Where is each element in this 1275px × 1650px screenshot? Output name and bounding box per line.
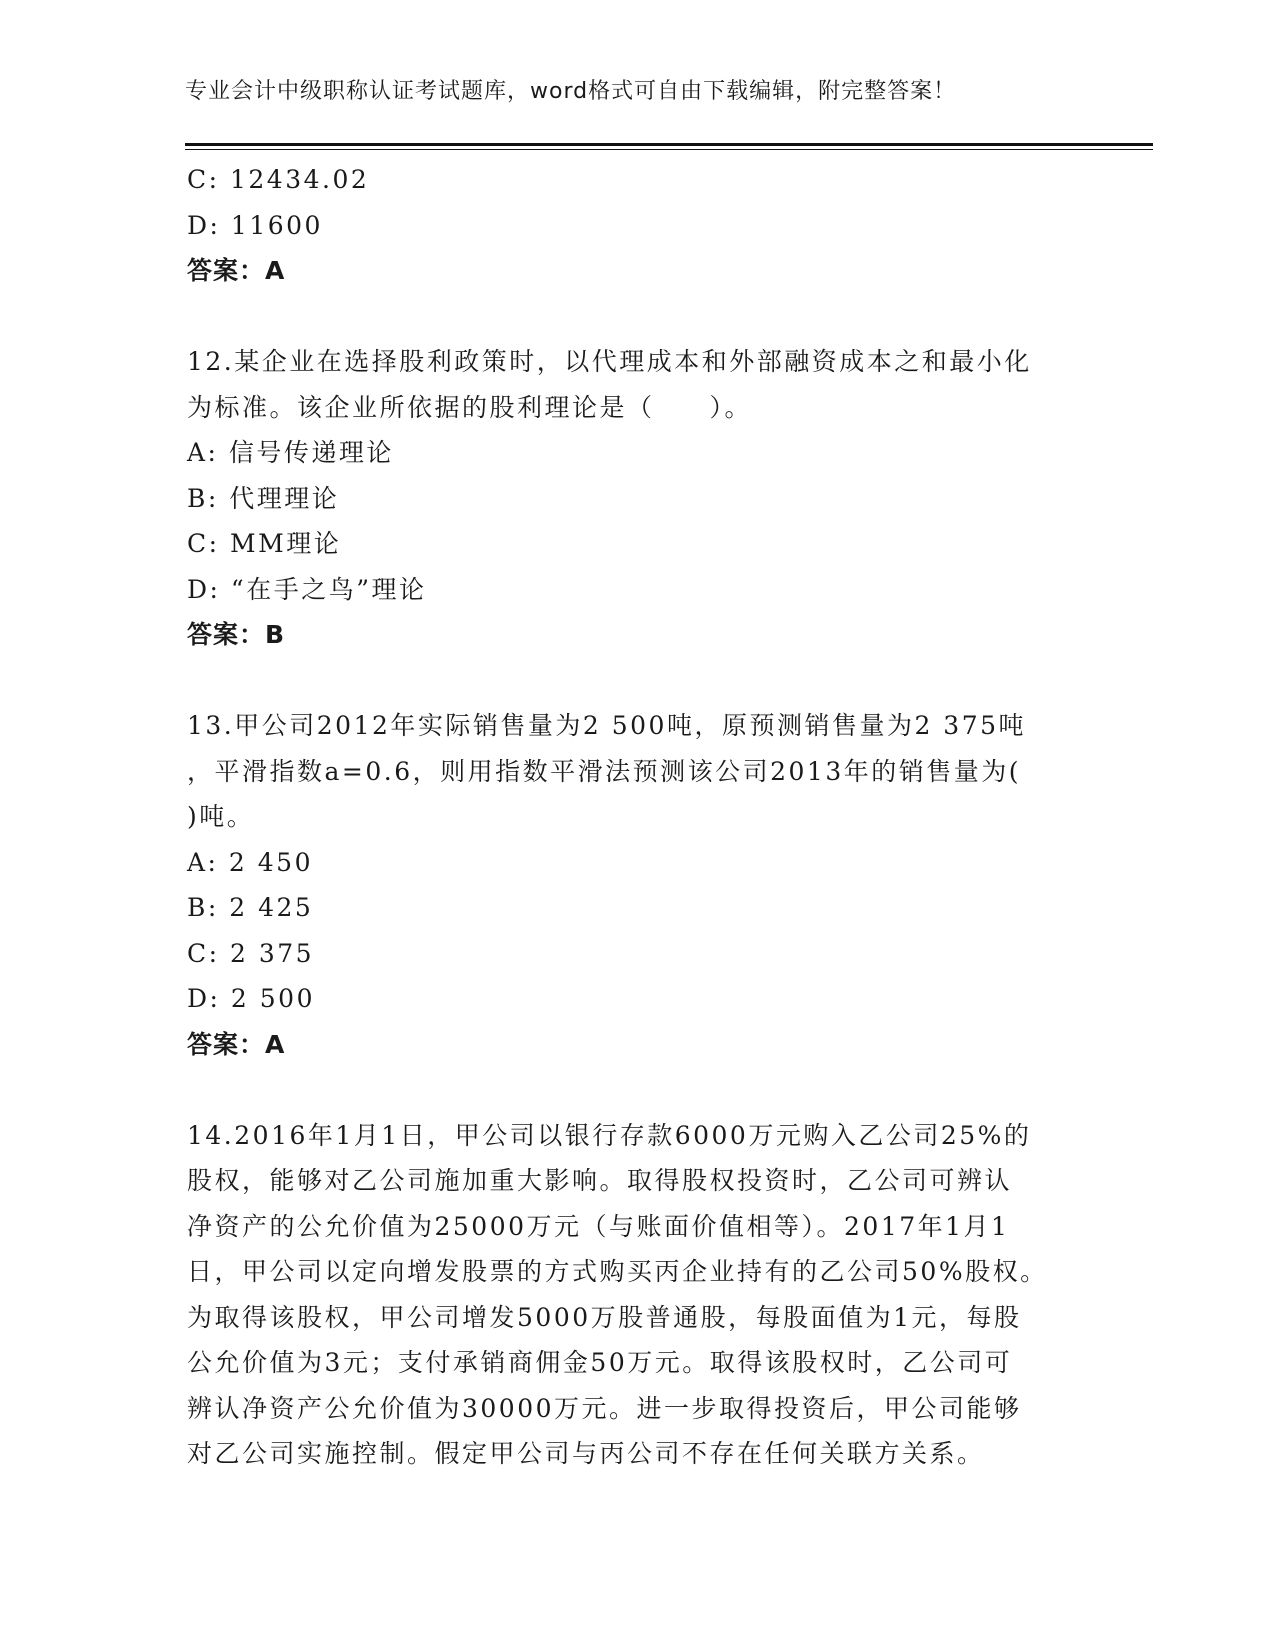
question-13: [187, 703, 1087, 1067]
answer-line: 答案：A: [187, 256, 286, 285]
document-body: [187, 157, 1087, 1477]
option-b: B: 代理理论: [187, 483, 340, 513]
question-text-line: 14.2016年1月1日，甲公司以银行存款6000万元购入乙公司25%的: [187, 1120, 1032, 1150]
question-text-line: 股权，能够对乙公司施加重大影响。取得股权投资时，乙公司可辨认: [187, 1166, 1013, 1195]
option-d: D: 11600: [187, 210, 323, 240]
option-b: B: 2 425: [187, 893, 314, 922]
option-d: D: “在手之鸟”理论: [187, 574, 427, 604]
question-text-line: 为取得该股权，甲公司增发5000万股普通股，每股面值为1元，每股: [187, 1302, 1022, 1332]
option-c: C: MM理论: [187, 529, 342, 558]
question-text-line: 12.某企业在选择股利政策时，以代理成本和外部融资成本之和最小化: [187, 347, 1032, 376]
question-text-line: 公允价值为3元；支付承销商佣金50万元。取得该股权时，乙公司可: [187, 1348, 1013, 1377]
question-12: [187, 339, 1087, 658]
question-text-line: 对乙公司实施控制。假定甲公司与丙公司不存在任何关联方关系。: [187, 1439, 985, 1468]
option-c: C: 2 375: [187, 938, 315, 968]
answer-line: 答案：A: [187, 1029, 286, 1059]
question-text-line: 为标准。该企业所依据的股利理论是（ ）。: [187, 392, 753, 422]
answer-line: 答案：B: [187, 620, 286, 649]
question-text-line: ，平滑指数a=0.6，则用指数平滑法预测该公司2013年的销售量为(: [187, 756, 1021, 786]
header-rule-thick: [185, 143, 1153, 146]
question-text-line: 辨认净资产公允价值为30000万元。进一步取得投资后，甲公司能够: [187, 1393, 1022, 1423]
prev-question: [187, 157, 1087, 294]
question-text-line: )吨。: [187, 802, 255, 831]
header-rule-thin: [185, 149, 1153, 150]
question-text-line: 13.甲公司2012年实际销售量为2 500吨，原预测销售量为2 375吨: [187, 711, 1027, 740]
spacer: [187, 1067, 1087, 1113]
question-text-line: 净资产的公允价值为25000万元（与账面价值相等）。2017年1月1: [187, 1211, 1010, 1241]
question-14: [187, 1113, 1087, 1477]
question-text-line: 日，甲公司以定向增发股票的方式购买丙企业持有的乙公司50%股权。: [187, 1257, 1048, 1286]
spacer: [187, 294, 1087, 340]
option-a: A: 信号传递理论: [187, 438, 394, 467]
option-a: A: 2 450: [187, 847, 313, 877]
option-c: C: 12434.02: [187, 165, 370, 194]
page-header: 专业会计中级职称认证考试题库，word格式可自由下载编辑，附完整答案！: [185, 79, 957, 104]
spacer: [187, 658, 1087, 704]
option-d: D: 2 500: [187, 984, 315, 1013]
